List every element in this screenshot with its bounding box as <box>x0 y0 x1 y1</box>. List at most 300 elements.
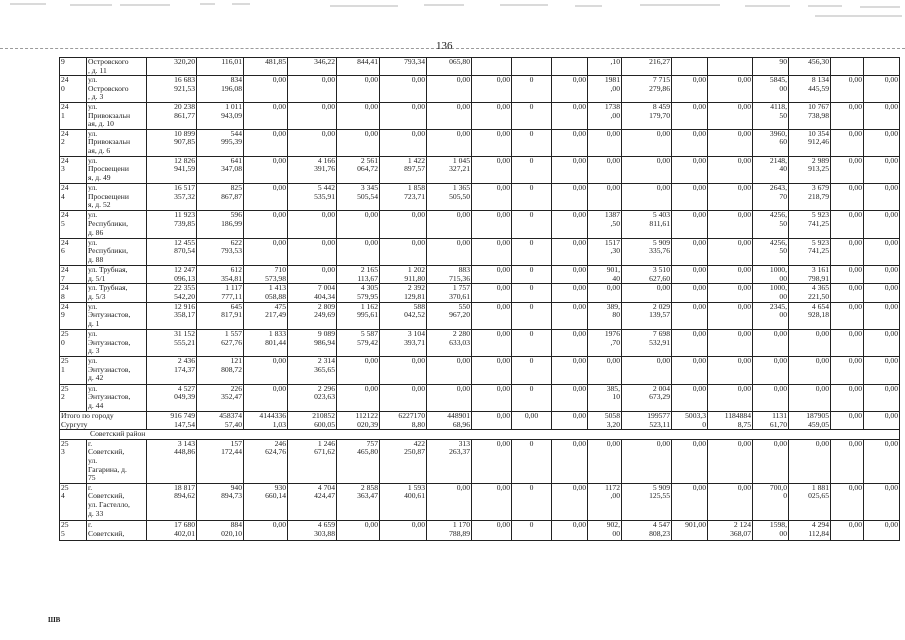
table-row <box>60 129 900 156</box>
value-cell: 5 442 535,91 <box>288 183 337 210</box>
value-cell: 0,00 <box>288 211 337 238</box>
total-value-cell: 6227170 8,80 <box>380 412 427 430</box>
value-cell: 0,00 <box>244 521 288 541</box>
row-number: 24 6 <box>60 238 87 265</box>
value-cell: 1 045 327,21 <box>427 156 472 183</box>
value-cell: 0,00 <box>864 266 900 284</box>
value-cell: 0,00 <box>472 238 512 265</box>
value-cell: 1 757 370,61 <box>427 284 472 302</box>
value-cell <box>512 58 552 76</box>
row-number: 25 4 <box>60 483 87 520</box>
total-value-cell: 0,00 <box>831 412 864 430</box>
value-cell: 0,00 <box>672 357 708 384</box>
value-cell: 8 459 179,70 <box>622 102 672 129</box>
value-cell: 901,00 <box>672 521 708 541</box>
value-cell: 0,00 <box>672 302 708 329</box>
value-cell: 1 881 025,65 <box>789 483 831 520</box>
value-cell: 0,00 <box>708 102 753 129</box>
value-cell: ,10 <box>588 58 622 76</box>
value-cell: 4 547 808,23 <box>622 521 672 541</box>
table-row <box>60 357 900 384</box>
value-cell: 0,00 <box>831 266 864 284</box>
value-cell: 0,00 <box>864 76 900 103</box>
value-cell: 0,00 <box>672 384 708 411</box>
row-number: 24 8 <box>60 284 87 302</box>
table-row <box>60 302 900 329</box>
value-cell: 4 166 391,76 <box>288 156 337 183</box>
value-cell: 0,00 <box>864 183 900 210</box>
value-cell: 0,00 <box>753 439 789 483</box>
value-cell: 0,00 <box>831 483 864 520</box>
value-cell: 0,00 <box>472 211 512 238</box>
value-cell: 0,00 <box>622 357 672 384</box>
total-value-cell: 0,00 <box>552 412 588 430</box>
row-number: 24 9 <box>60 302 87 329</box>
value-cell: 0,00 <box>552 102 588 129</box>
row-number: 24 7 <box>60 266 87 284</box>
value-cell: 0,00 <box>831 284 864 302</box>
footer-mark: ШВ <box>48 616 61 624</box>
value-cell: 389, 80 <box>588 302 622 329</box>
value-cell: 0,00 <box>672 102 708 129</box>
value-cell: 0,00 <box>831 129 864 156</box>
table-row <box>60 76 900 103</box>
row-number: 24 1 <box>60 102 87 129</box>
table-row <box>60 183 900 210</box>
value-cell: 0,00 <box>552 284 588 302</box>
table-row <box>60 58 900 76</box>
value-cell: 2 809 249,69 <box>288 302 337 329</box>
value-cell: 2 436 174,37 <box>147 357 197 384</box>
value-cell: 0 <box>512 156 552 183</box>
value-cell: 0,00 <box>588 284 622 302</box>
value-cell: 0,00 <box>552 439 588 483</box>
value-cell: 4118, 50 <box>753 102 789 129</box>
value-cell: 385, 10 <box>588 384 622 411</box>
value-cell: 0,00 <box>831 302 864 329</box>
value-cell: 0,00 <box>288 238 337 265</box>
value-cell: 4 704 424,47 <box>288 483 337 520</box>
value-cell: 2 858 363,47 <box>337 483 380 520</box>
value-cell: 0,00 <box>244 102 288 129</box>
row-number: 25 0 <box>60 329 87 356</box>
value-cell <box>672 58 708 76</box>
value-cell: 0,00 <box>672 238 708 265</box>
value-cell: 422 250,87 <box>380 439 427 483</box>
table-row <box>60 521 900 541</box>
value-cell <box>472 58 512 76</box>
value-cell: 1 413 058,88 <box>244 284 288 302</box>
value-cell: 2 561 064,72 <box>337 156 380 183</box>
value-cell: 0 <box>512 129 552 156</box>
value-cell: 12 916 358,17 <box>147 302 197 329</box>
value-cell: 0,00 <box>831 211 864 238</box>
total-value-cell: 5003,3 0 <box>672 412 708 430</box>
value-cell: 0,00 <box>244 238 288 265</box>
value-cell: 1 117 777,11 <box>197 284 244 302</box>
value-cell: 0 <box>512 266 552 284</box>
value-cell: 0,00 <box>244 129 288 156</box>
value-cell: 4 365 221,50 <box>789 284 831 302</box>
table-row <box>60 483 900 520</box>
value-cell: 1 593 400,61 <box>380 483 427 520</box>
value-cell: 2643, 70 <box>753 183 789 210</box>
value-cell: 9 089 986,94 <box>288 329 337 356</box>
value-cell: 0,00 <box>427 76 472 103</box>
value-cell: 588 042,52 <box>380 302 427 329</box>
table-row <box>60 211 900 238</box>
value-cell: 0 <box>512 211 552 238</box>
value-cell <box>864 58 900 76</box>
value-cell: 4256, 50 <box>753 211 789 238</box>
value-cell: 0,00 <box>552 521 588 541</box>
value-cell: 0,00 <box>708 357 753 384</box>
row-number: 9 <box>60 58 87 76</box>
value-cell: 12 826 941,59 <box>147 156 197 183</box>
value-cell: 834 196,08 <box>197 76 244 103</box>
value-cell: 0,00 <box>427 211 472 238</box>
total-value-cell: 0,00 <box>864 412 900 430</box>
value-cell: 12 455 870,54 <box>147 238 197 265</box>
value-cell: 0,00 <box>552 211 588 238</box>
address-cell: г. Советский, ул. Гагарина, д. 75 <box>87 439 147 483</box>
value-cell: 940 894,73 <box>197 483 244 520</box>
value-cell: 5845, 00 <box>753 76 789 103</box>
value-cell: 0,00 <box>831 521 864 541</box>
value-cell: 0,00 <box>864 211 900 238</box>
value-cell: 0 <box>512 483 552 520</box>
value-cell: 0,00 <box>552 156 588 183</box>
value-cell: 0,00 <box>337 384 380 411</box>
value-cell: 0,00 <box>708 129 753 156</box>
value-cell: 0,00 <box>552 329 588 356</box>
value-cell: 2 165 113,67 <box>337 266 380 284</box>
table-row <box>60 439 900 483</box>
total-value-cell: 187905 459,05 <box>789 412 831 430</box>
value-cell: 2 989 913,25 <box>789 156 831 183</box>
value-cell: 0,00 <box>708 183 753 210</box>
value-cell: 612 354,81 <box>197 266 244 284</box>
district-header-row <box>60 430 900 440</box>
table-row <box>60 384 900 411</box>
value-cell: 481,85 <box>244 58 288 76</box>
value-cell: 0,00 <box>472 183 512 210</box>
value-cell: 0,00 <box>708 384 753 411</box>
value-cell: 2 392 129,81 <box>380 284 427 302</box>
value-cell: 0,00 <box>337 521 380 541</box>
value-cell: 0,00 <box>380 357 427 384</box>
value-cell: 0,00 <box>552 302 588 329</box>
value-cell: 0,00 <box>337 102 380 129</box>
value-cell: 0,00 <box>672 211 708 238</box>
value-cell: 0,00 <box>472 439 512 483</box>
value-cell: 0,00 <box>552 266 588 284</box>
value-cell: 0,00 <box>337 76 380 103</box>
value-cell: 0,00 <box>789 439 831 483</box>
total-value-cell: 112122 020,39 <box>337 412 380 430</box>
value-cell: 0,00 <box>708 284 753 302</box>
value-cell: 645 817,91 <box>197 302 244 329</box>
district-label: Советский район <box>60 430 900 440</box>
row-number: 25 1 <box>60 357 87 384</box>
value-cell: 0,00 <box>864 102 900 129</box>
value-cell: 700,0 0 <box>753 483 789 520</box>
value-cell: 883 715,36 <box>427 266 472 284</box>
value-cell: 0,00 <box>380 129 427 156</box>
value-cell: 0,00 <box>672 183 708 210</box>
value-cell: 0,00 <box>380 102 427 129</box>
value-cell: 0,00 <box>789 329 831 356</box>
address-cell: ул. Энтузиастов, д. 42 <box>87 357 147 384</box>
value-cell: 10 354 912,46 <box>789 129 831 156</box>
value-cell: 2 004 673,29 <box>622 384 672 411</box>
value-cell: 0 <box>512 384 552 411</box>
value-cell: 3 104 393,71 <box>380 329 427 356</box>
total-value-cell: 448901 68,96 <box>427 412 472 430</box>
value-cell: 0,00 <box>472 102 512 129</box>
row-number: 24 2 <box>60 129 87 156</box>
value-cell: 4256, 50 <box>753 238 789 265</box>
value-cell: 1 422 897,57 <box>380 156 427 183</box>
value-cell: 0,00 <box>708 483 753 520</box>
value-cell: 16 683 921,53 <box>147 76 197 103</box>
value-cell: 0,00 <box>427 483 472 520</box>
value-cell: 0,00 <box>472 284 512 302</box>
value-cell: 3 679 218,79 <box>789 183 831 210</box>
row-number: 24 4 <box>60 183 87 210</box>
value-cell: 5 403 811,61 <box>622 211 672 238</box>
value-cell: 7 004 404,34 <box>288 284 337 302</box>
total-value-cell: 4144336 1,03 <box>244 412 288 430</box>
value-cell: 0,00 <box>672 266 708 284</box>
value-cell: 0,00 <box>427 129 472 156</box>
value-cell: 4 654 928,18 <box>789 302 831 329</box>
value-cell: 7 715 279,86 <box>622 76 672 103</box>
value-cell: 902, 00 <box>588 521 622 541</box>
value-cell: 1517 ,30 <box>588 238 622 265</box>
value-cell: 0,00 <box>552 483 588 520</box>
value-cell: 1 246 671,62 <box>288 439 337 483</box>
value-cell: 0,00 <box>244 384 288 411</box>
value-cell: 1598, 00 <box>753 521 789 541</box>
value-cell: 0,00 <box>552 183 588 210</box>
value-cell <box>831 58 864 76</box>
value-cell: 0,00 <box>337 238 380 265</box>
value-cell: 0,00 <box>708 156 753 183</box>
housing-registry-table <box>59 57 900 541</box>
value-cell: 0,00 <box>622 439 672 483</box>
value-cell: 0,00 <box>708 76 753 103</box>
value-cell: 0,00 <box>708 329 753 356</box>
value-cell: 0,00 <box>864 384 900 411</box>
value-cell: 0,00 <box>864 329 900 356</box>
value-cell: 0,00 <box>831 238 864 265</box>
value-cell: 0,00 <box>588 183 622 210</box>
value-cell: 0,00 <box>672 76 708 103</box>
address-cell: ул. Республики, д. 86 <box>87 211 147 238</box>
value-cell: 1 858 723,71 <box>380 183 427 210</box>
value-cell: 0 <box>512 329 552 356</box>
value-cell: 0,00 <box>753 357 789 384</box>
value-cell: 0,00 <box>708 439 753 483</box>
value-cell <box>708 58 753 76</box>
value-cell: 4 527 049,39 <box>147 384 197 411</box>
value-cell: 0,00 <box>244 183 288 210</box>
value-cell: 16 517 357,32 <box>147 183 197 210</box>
table-row <box>60 156 900 183</box>
value-cell: 2148, 40 <box>753 156 789 183</box>
value-cell: 90 <box>753 58 789 76</box>
total-value-cell: 458374 57,40 <box>197 412 244 430</box>
value-cell: 0,00 <box>427 238 472 265</box>
table-row <box>60 102 900 129</box>
value-cell: 2 314 365,65 <box>288 357 337 384</box>
value-cell: 0,00 <box>708 211 753 238</box>
value-cell: 0,00 <box>672 129 708 156</box>
total-value-cell: 1131 61,70 <box>753 412 789 430</box>
value-cell: 793,34 <box>380 58 427 76</box>
value-cell: 0,00 <box>472 329 512 356</box>
value-cell: 1000, 00 <box>753 284 789 302</box>
value-cell: 1 365 505,50 <box>427 183 472 210</box>
value-cell: 0,00 <box>864 483 900 520</box>
value-cell: 1 011 943,09 <box>197 102 244 129</box>
total-value-cell: 916 749 147,54 <box>147 412 197 430</box>
value-cell: 1172 ,00 <box>588 483 622 520</box>
total-value-cell: 0,00 <box>472 412 512 430</box>
value-cell: 1738 ,00 <box>588 102 622 129</box>
value-cell: 0 <box>512 238 552 265</box>
value-cell: 0,00 <box>337 211 380 238</box>
value-cell: 0,00 <box>244 156 288 183</box>
value-cell: 0,00 <box>588 156 622 183</box>
value-cell: 0,00 <box>380 211 427 238</box>
value-cell: 1976 ,70 <box>588 329 622 356</box>
address-cell: Островского , д. 11 <box>87 58 147 76</box>
value-cell: 2 124 368,07 <box>708 521 753 541</box>
row-number: 24 5 <box>60 211 87 238</box>
value-cell: 0,00 <box>472 357 512 384</box>
value-cell: 0,00 <box>831 384 864 411</box>
value-cell: 2 029 139,57 <box>622 302 672 329</box>
value-cell: 31 152 555,21 <box>147 329 197 356</box>
value-cell: 0,00 <box>244 76 288 103</box>
value-cell: 0,00 <box>864 302 900 329</box>
value-cell: 0,00 <box>552 357 588 384</box>
value-cell: 0,00 <box>708 266 753 284</box>
table-row <box>60 284 900 302</box>
value-cell: 622 793,53 <box>197 238 244 265</box>
value-cell: 1387 ,50 <box>588 211 622 238</box>
total-label: Итого по городу Сургуту <box>60 412 147 430</box>
value-cell: 0,00 <box>427 357 472 384</box>
address-cell: г. Советский, ул. Гастелло, д. 33 <box>87 483 147 520</box>
value-cell: 0,00 <box>588 129 622 156</box>
value-cell: 0,00 <box>864 284 900 302</box>
value-cell: 0,00 <box>672 329 708 356</box>
value-cell: 0,00 <box>831 102 864 129</box>
value-cell: 1 170 788,89 <box>427 521 472 541</box>
value-cell: 0,00 <box>427 384 472 411</box>
value-cell: 757 465,80 <box>337 439 380 483</box>
value-cell: 0 <box>512 357 552 384</box>
value-cell: 0,00 <box>472 521 512 541</box>
value-cell: 550 967,20 <box>427 302 472 329</box>
value-cell: 475 217,49 <box>244 302 288 329</box>
value-cell: 0,00 <box>552 129 588 156</box>
page-number: 136 <box>436 40 453 52</box>
value-cell: 8 134 445,59 <box>789 76 831 103</box>
value-cell: 2345, 00 <box>753 302 789 329</box>
value-cell: 18 817 894,62 <box>147 483 197 520</box>
value-cell: 641 347,08 <box>197 156 244 183</box>
value-cell: 1 833 801,44 <box>244 329 288 356</box>
value-cell: 1000, 00 <box>753 266 789 284</box>
value-cell: 10 767 738,98 <box>789 102 831 129</box>
value-cell: 0,00 <box>864 357 900 384</box>
table-row <box>60 266 900 284</box>
value-cell: 884 020,10 <box>197 521 244 541</box>
value-cell: 0,00 <box>789 384 831 411</box>
value-cell: 0 <box>512 302 552 329</box>
value-cell: 0,00 <box>472 76 512 103</box>
value-cell: 0,00 <box>288 129 337 156</box>
value-cell: 1 202 911,80 <box>380 266 427 284</box>
value-cell: 246 624,76 <box>244 439 288 483</box>
value-cell: 0,00 <box>288 76 337 103</box>
value-cell: 596 186,99 <box>197 211 244 238</box>
value-cell: 0,00 <box>672 483 708 520</box>
value-cell: 17 680 402,01 <box>147 521 197 541</box>
value-cell: 0,00 <box>622 156 672 183</box>
row-number: 25 5 <box>60 521 87 541</box>
value-cell: 0,00 <box>472 384 512 411</box>
value-cell: 4 305 579,95 <box>337 284 380 302</box>
value-cell: 11 923 739,85 <box>147 211 197 238</box>
address-cell: ул. Трубная, д. 5/1 <box>87 266 147 284</box>
address-cell: ул. Энтузиастов, д. 1 <box>87 302 147 329</box>
value-cell: 0,00 <box>831 76 864 103</box>
value-cell: 0,00 <box>753 329 789 356</box>
address-cell: ул. Просвещени я, д. 52 <box>87 183 147 210</box>
value-cell: 710 573,98 <box>244 266 288 284</box>
row-number: 25 2 <box>60 384 87 411</box>
value-cell: 0,00 <box>552 238 588 265</box>
value-cell: 0,00 <box>472 156 512 183</box>
value-cell: 0 <box>512 183 552 210</box>
value-cell: 456,30 <box>789 58 831 76</box>
value-cell: 0,00 <box>672 156 708 183</box>
value-cell: 0,00 <box>831 183 864 210</box>
value-cell: 3 143 448,86 <box>147 439 197 483</box>
value-cell: 1 162 995,61 <box>337 302 380 329</box>
value-cell: 0,00 <box>789 357 831 384</box>
total-value-cell: 0,00 <box>512 412 552 430</box>
value-cell: 3 161 798,91 <box>789 266 831 284</box>
row-number: 24 0 <box>60 76 87 103</box>
value-cell: 1981 ,00 <box>588 76 622 103</box>
table-row <box>60 329 900 356</box>
value-cell: 1 557 627,76 <box>197 329 244 356</box>
value-cell <box>552 58 588 76</box>
value-cell: 0 <box>512 521 552 541</box>
address-cell: ул. Энтузиастов, д. 3 <box>87 329 147 356</box>
value-cell: 544 995,39 <box>197 129 244 156</box>
value-cell: 121 808,72 <box>197 357 244 384</box>
row-number: 24 3 <box>60 156 87 183</box>
value-cell: 3960, 60 <box>753 129 789 156</box>
value-cell: 4 659 303,88 <box>288 521 337 541</box>
